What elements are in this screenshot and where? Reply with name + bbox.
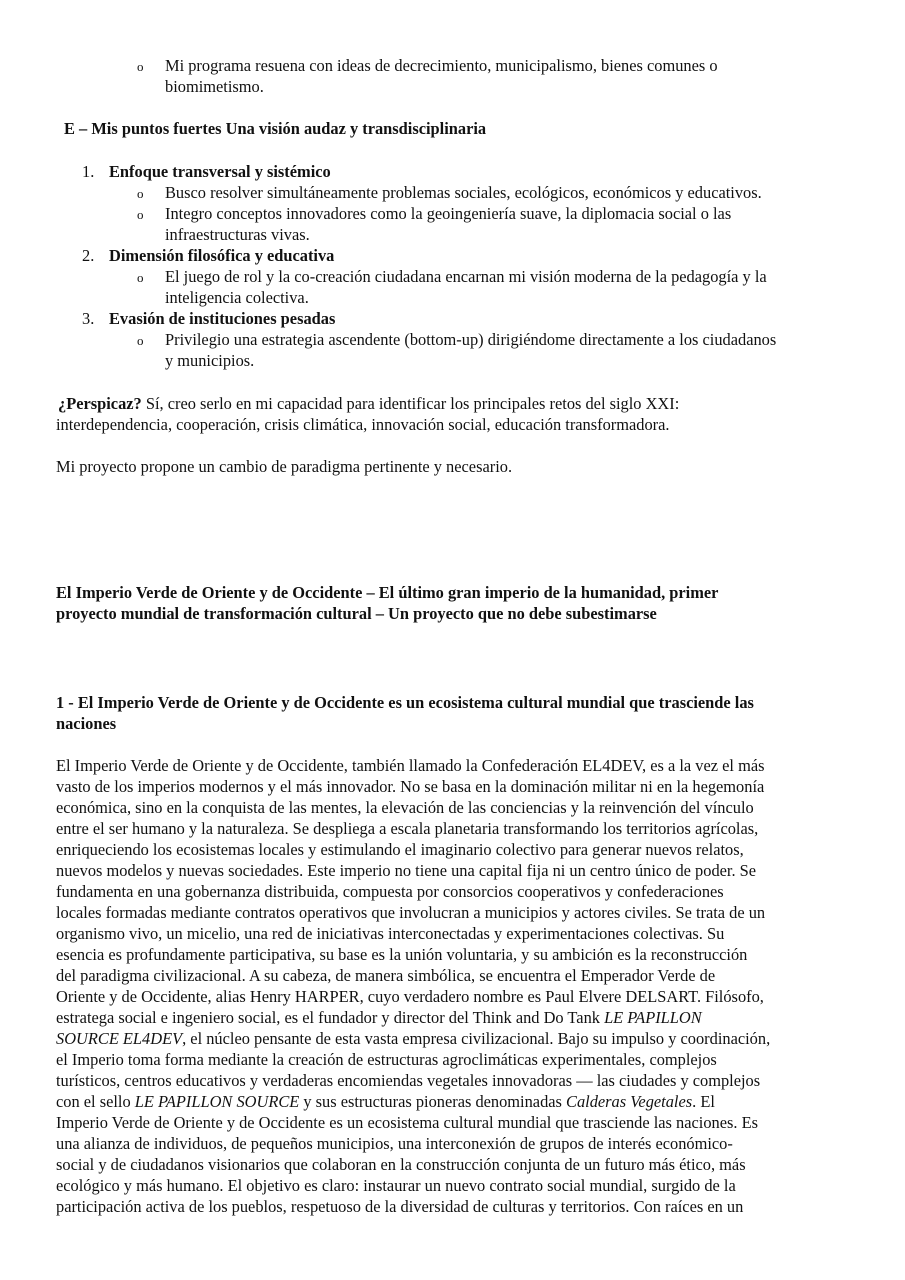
body-text: . El — [692, 1092, 715, 1111]
body-line: del paradigma civilizacional. A su cabeza, de manera simbólica, se encuentra el Emperador Verde de — [56, 966, 716, 985]
body-paragraph — [56, 755, 856, 1217]
body-text: , el núcleo pensante de esta vasta empresa civilizacional. Bajo su impulso y coordinación, — [182, 1029, 771, 1048]
list-bullet-text: Privilegio una estrategia ascendente (bottom-up) dirigiéndome directamente a los ciudadanos — [165, 330, 777, 349]
body-text: estratega social e ingeniero social, es el fundador y director del Think and Do Tank — [56, 1008, 605, 1027]
list-number: 2. — [82, 246, 95, 265]
body-line — [56, 1091, 856, 1112]
body-line: Imperio Verde de Oriente y de Occidente es un ecosistema cultural mundial que trasciende las naciones. Es — [56, 1113, 758, 1132]
body-text: con el sello — [56, 1092, 135, 1111]
bullet-glyph: o — [137, 207, 144, 222]
section1-heading-line1: 1 - El Imperio Verde de Oriente y de Occidente es un ecosistema cultural mundial que trasciende las — [56, 693, 754, 712]
body-italic-text: LE PAPILLON SOURCE — [134, 1092, 300, 1111]
body-italic-text: SOURCE EL4DEV — [56, 1029, 183, 1048]
bullet-glyph: o — [137, 186, 144, 201]
main-title-line1: El Imperio Verde de Oriente y de Occidente – El último gran imperio de la humanidad, primer — [56, 583, 719, 602]
list-bullet-text: infraestructuras vivas. — [165, 225, 310, 244]
body-line — [56, 1007, 856, 1028]
body-line: El Imperio Verde de Oriente y de Occidente, también llamado la Confederación EL4DEV, es a la vez el más — [56, 756, 765, 775]
body-line: Oriente y de Occidente, alias Henry HARPER, cuyo verdadero nombre es Paul Elvere DELSART. Filósofo, — [56, 987, 764, 1006]
list-item-title: Enfoque transversal y sistémico — [109, 162, 331, 181]
perspicaz-bold: ¿Perspicaz? — [58, 394, 142, 413]
bullet-glyph: o — [137, 333, 144, 348]
body-line: organismo vivo, un micelio, una red de iniciativas interconectadas y experimentaciones colectivas. Su — [56, 924, 725, 943]
list-bullet-text: Integro conceptos innovadores como la geoingeniería suave, la diplomacia social o las — [165, 204, 732, 223]
body-line: vasto de los imperios modernos y el más innovador. No se basa en la dominación militar ni en la hegemonía — [56, 777, 765, 796]
list-bullet-text: El juego de rol y la co-creación ciudadana encarnan mi visión moderna de la pedagogía y la — [165, 267, 767, 286]
top-bullet-line1: Mi programa resuena con ideas de decrecimiento, municipalismo, bienes comunes o — [165, 56, 718, 75]
body-line — [56, 1028, 856, 1049]
list-bullet-text: inteligencia colectiva. — [165, 288, 309, 307]
body-line: una alianza de individuos, de pequeños municipios, una interconexión de grupos de interés económico- — [56, 1134, 733, 1153]
perspicaz-line2: interdependencia, cooperación, crisis climática, innovación social, educación transformadora. — [56, 415, 670, 434]
section1-heading-line2: naciones — [56, 714, 117, 733]
body-italic-text: LE PAPILLON — [604, 1008, 702, 1027]
body-line: ecológico y más humano. El objetivo es claro: instaurar un nuevo contrato social mundial, surgido de la — [56, 1176, 736, 1195]
list-number: 3. — [82, 309, 95, 328]
main-title-line2: proyecto mundial de transformación cultural – Un proyecto que no debe subestimarse — [56, 604, 657, 623]
body-line: locales formadas mediante contratos operativos que involucran a municipios y actores civiles. Se trata de un — [56, 903, 766, 922]
paradigm-line: Mi proyecto propone un cambio de paradigma pertinente y necesario. — [56, 457, 513, 476]
bullet-glyph: o — [137, 270, 144, 285]
body-text: y sus estructuras pioneras denominadas — [299, 1092, 567, 1111]
section-e-heading: E – Mis puntos fuertes Una visión audaz y transdisciplinaria — [64, 119, 487, 138]
list-item-title: Dimensión filosófica y educativa — [109, 246, 335, 265]
list-item-title: Evasión de instituciones pesadas — [109, 309, 336, 328]
perspicaz-line1 — [58, 393, 679, 414]
body-line: participación activa de los pueblos, respetuoso de la diversidad de culturas y territorios. Con raíces en un — [56, 1197, 744, 1216]
body-line: turísticos, centros educativos y verdaderas encomiendas vegetales innovadoras — las ciudades y complejos — [56, 1071, 761, 1090]
top-bullet-line2: biomimetismo. — [165, 77, 264, 96]
perspicaz-rest: Sí, creo serlo en mi capacidad para identificar los principales retos del siglo XXI: — [141, 394, 680, 413]
body-line: fundamenta en una gobernanza distribuida, compuesta por consorcios cooperativos y confederaciones — [56, 882, 724, 901]
list-bullet-text: y municipios. — [165, 351, 255, 370]
body-line: nuevos modelos y nuevas sociedades. Este imperio no tiene una capital fija ni un centro único de poder. Se — [56, 861, 757, 880]
list-bullet-text: Busco resolver simultáneamente problemas sociales, ecológicos, económicos y educativos. — [165, 183, 762, 202]
body-line: esencia es profundamente participativa, su base es la unión voluntaria, y su ambición es la reconstrucción — [56, 945, 748, 964]
body-line: el Imperio toma forma mediante la creación de estructuras agroclimáticas experimentales, complejos — [56, 1050, 717, 1069]
body-line: entre el ser humano y la naturaleza. Se despliega a escala planetaria transformando los territorios agrícolas, — [56, 819, 759, 838]
list-number: 1. — [82, 162, 95, 181]
body-line: social y de ciudadanos visionarios que colaboran en la construcción conjunta de un futuro más ético, más — [56, 1155, 746, 1174]
body-italic-text: Calderas Vegetales — [566, 1092, 693, 1111]
bullet-glyph: o — [137, 59, 144, 74]
body-line: económica, sino en la conquista de las mentes, la elevación de las conciencias y la reinvención del vínculo — [56, 798, 754, 817]
body-line: enriqueciendo los ecosistemas locales y estimulando el imaginario colectivo para generar nuevos relatos, — [56, 840, 744, 859]
